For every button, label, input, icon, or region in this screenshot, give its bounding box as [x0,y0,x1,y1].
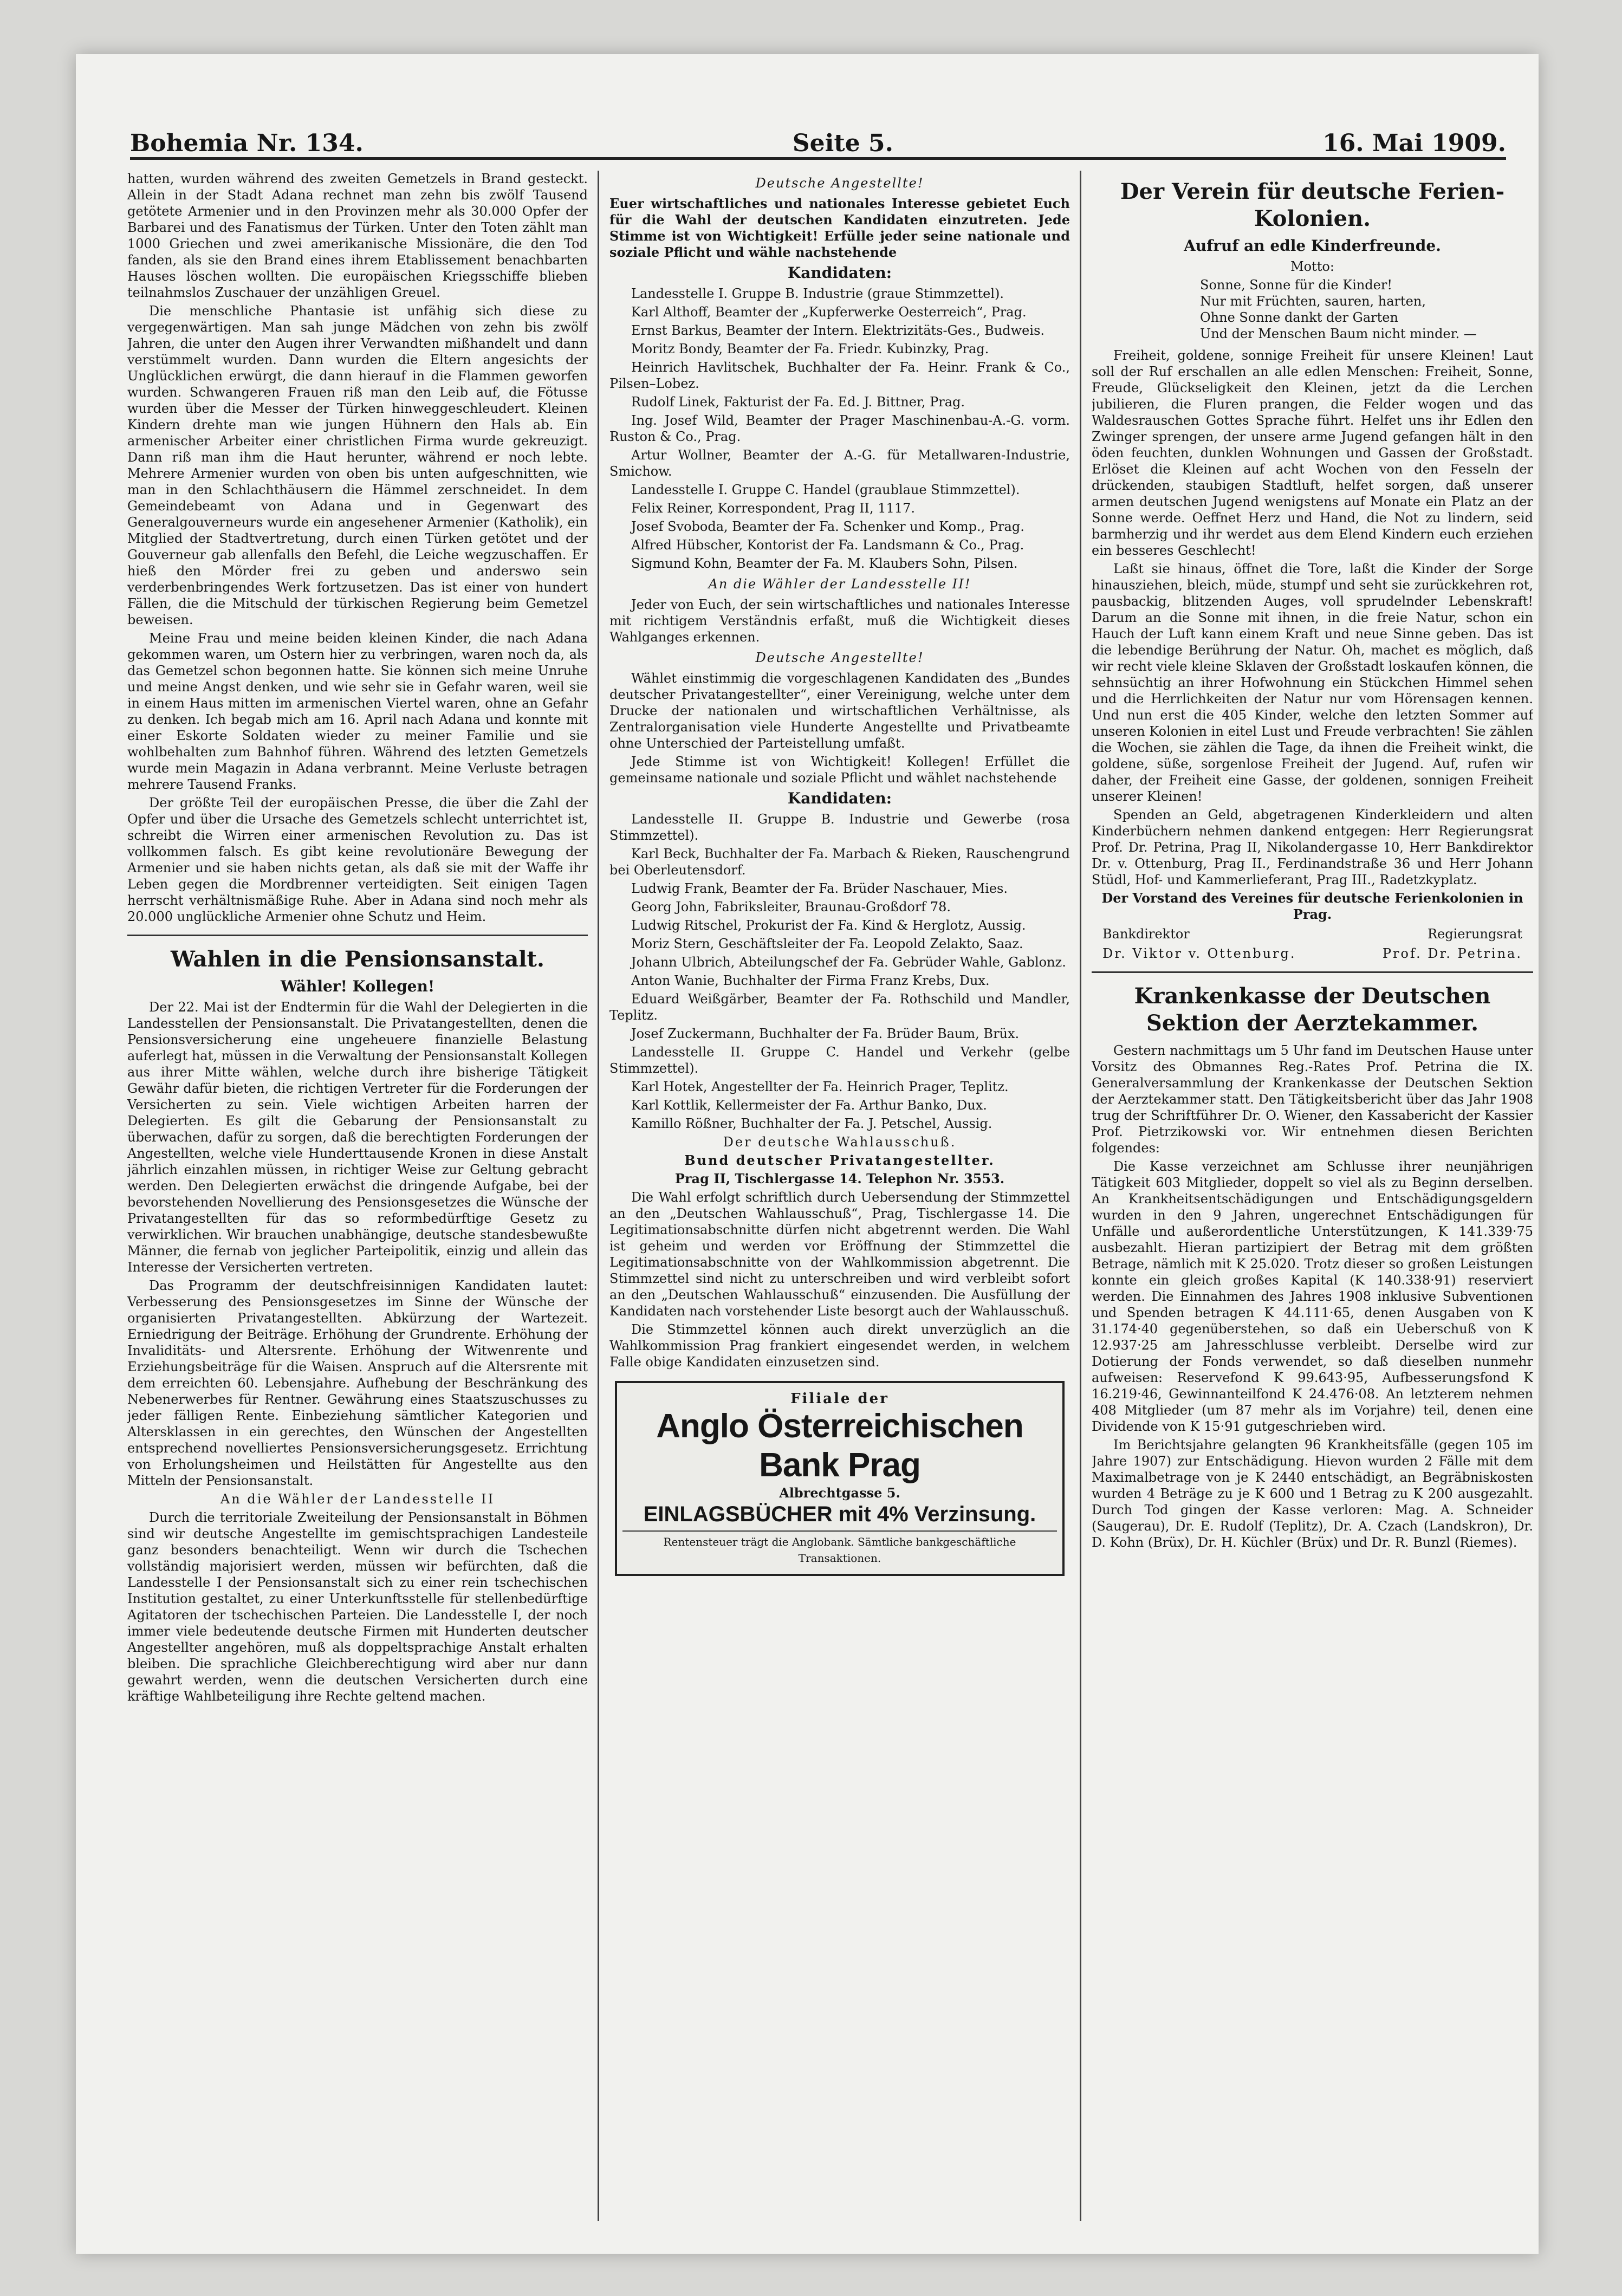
signature-title-left: Bankdirektor [1102,926,1190,942]
header-page-number: Seite 5. [792,129,893,157]
article-paragraph: Die Stimmzettel können auch direkt unverzüglich an die Wahlkommission Prag frankiert eingesendet werden, in welchem Falle obige Kandidaten einzusetzen sind. [609,1322,1070,1370]
newspaper-page [76,54,1539,2254]
article-paragraph: Der größte Teil der europäischen Presse, die über die Zahl der Opfer und über die Ursache des Gemetzels schlecht unterrichtet ist, schreibt die Wirren einer armenischen Revolution zu. Das ist vollkommen falsch. Es gibt keine revolutionäre Bewegung der Armenier und sie haben nichts getan, als daß sie mit der Waffe ihr Leben gegen die Mordbrenner verteidigten. Seit einigen Tagen herrscht verhältnismäßige Ruhe. Aber in Adana sind noch mehr als 20.000 unglückliche Armenier ohne Schutz und Heim. [127,795,588,924]
article-paragraph: Meine Frau und meine beiden kleinen Kinder, die nach Adana gekommen waren, um Ostern hier zu verbringen, waren noch da, als das Gemetzel schon begonnen hatte. Sie können sich meine Unruhe und meine Angst denken, und wie sehr sie in Gefahr waren, weil sie in einem Haus mitten im armenischen Viertel waren, ohne an Gefahr zu denken. Ich begab mich am 16. April nach Adana und konnte mit einer Eskorte Soldaten wieder zu meiner Familie und sie wohlbehalten zum Bahnhof führen. Während des letzten Gemetzels wurde mein Magazin in Adana verbrannt. Meine Verluste betragen mehrere Tausend Franks. [127,631,588,792]
article-paragraph: Laßt sie hinaus, öffnet die Tore, laßt die Kinder der Sorge hinausziehen, bleich, müde, stumpf und seht sie zurückkehren rot, pausbackig, blitzenden Auges, voll sprudelnder Lebenskraft! Darum an die Sonne mit ihnen, in die freie Natur, schon ein Hauch der Luft kann einem Kraft und neue Sinne geben. Das ist die lebendige Berührung der Natur. Oh, machet es möglich, daß wir recht viele kleine Sklaven der Großstadt loskaufen können, die sehnsüchtig an ihrer Hofwohnung ein Stückchen Himmel sehen und die Herrlichkeiten der Natur nur vom Hörensagen kennen. Und nun erst die 405 Kinder, welche den letzten Sommer auf unseren Kolonien in eitel Lust und Freude verbrachten! Sie zählen die Wochen, sie zählen die Tage, da ihnen die Freiheit winkt, die goldene, süße, sorgenlose Freiheit der Jugend. Auf, rufen wir daher, der Freiheit eine Gasse, der goldenen, sonnigen Freiheit unserer Kleinen! [1092,561,1533,804]
candidate-item: Heinrich Havlitschek, Buchhalter der Fa. Heinr. Frank & Co., Pilsen–Lobez. [609,360,1070,391]
article-heading: An die Wähler der Landesstelle II [220,1491,495,1507]
section-heading: An die Wähler der Landesstelle II! [708,576,971,592]
candidate-item: Ludwig Ritschel, Prokurist der Fa. Kind & Herglotz, Aussig. [631,918,1026,933]
poem-line: Sonne, Sonne für die Kinder! [1200,277,1392,293]
group-heading: Landesstelle I. Gruppe C. Handel (graublaue Stimmzettel). [631,482,1020,497]
article-paragraph: Die menschliche Phantasie ist unfähig sich diese zu vergegenwärtigen. Man sah junge Mädchen von zehn bis zwölf Jahren, die unter den Augen ihrer Verwandten mißhandelt und dann verstümmelt wurden. Dann wurden die Eltern angesichts der Unglücklichen erwürgt, die dann hierauf in die Flammen geworfen wurden. Schwangeren Frauen riß man den Leib auf, die Fötusse wurden über die Messer der Türken hinweggeschleudert. Kleinen Kindern drehte man wie jungen Hühnern den Hals ab. Ein armenischer Arbeiter einer christlichen Firma wurde gekreuzigt. Dann riß man ihm die Haut herunter, während er noch lebte. Mehrere Armenier wurden von oben bis unten aufgeschnitten, wie man in den Schlachthäusern die Hämmel zerschneidet. In dem Gemeindebeamt von Adana und in Gegenwart des Generalgouverneurs wurde ein angesehener Armenier (Katholik), ein Mitglied der Stadtvertretung, durch einen Türken getötet und der Gouverneur gab allenfalls den Befehl, die Leiche wegzuschaffen. Er hieß den Mörder frei zu geben und anderswo sein verderbenbringendes Werk fortzusetzen. Das ist einer von hundert Fällen, die die Mitschuld der türkischen Regierung beim Gemetzel beweisen. [127,303,588,627]
candidate-item: Ing. Josef Wild, Beamter der Prager Maschinenbau-A.-G. vorm. Ruston & Co., Prag. [609,413,1070,444]
column-2 [609,171,1070,2221]
group-heading: Landesstelle II. Gruppe B. Industrie und Gewerbe (rosa Stimmzettel). [609,812,1070,843]
article-paragraph: Das Programm der deutschfreisinnigen Kandidaten lautet: Verbesserung des Pensionsgesetzes im Sinne der Wünsche der organisierten Privatangestellten. Abkürzung der Wartezeit. Erniedrigung der Beiträge. Erhöhung der Grundrente. Erhöhung der Invaliditäts- und Altersrente. Erhöhung der Witwenrente und Erziehungsbeiträge für die Waisen. Anspruch auf die Altersrente mit dem erreichten 60. Lebensjahre. Aufhebung der Beschränkung des Nebenerwerbes für Rentner. Gewährung eines Staatszuschusses zu jeder fälligen Rente. Einbeziehung sämtlicher Kategorien und Altersklassen in ein gerechtes, den Wünschen der Angestellten entsprechend novelliertes Pensionsversicherungsgesetz. Errichtung von Erholungsheimen und Heilstätten für Angestellte aus den Mitteln der Pensionsanstalt. [127,1278,588,1488]
signature-names [1102,945,1522,962]
committee-name: Der deutsche Wahlausschuß. [723,1134,957,1150]
candidate-item: Felix Reiner, Korrespondent, Prag II, 1117. [631,501,916,516]
article-title-krankenkasse: Krankenkasse der Deutschen Sektion der Aerztekammer. [1134,983,1491,1036]
column-divider [598,171,599,2221]
bank-advertisement [615,1381,1065,1576]
signature-titles [1102,926,1522,942]
board-signature: Der Vorstand des Vereines für deutsche Ferienkolonien in Prag. [1101,890,1523,922]
ad-line-footer: Rentensteuer trägt die Anglobank. Sämtliche bankgeschäftliche Transaktionen. [622,1530,1057,1566]
committee-address: Prag II, Tischlergasse 14. Telephon Nr. 3553. [674,1171,1005,1186]
candidate-item: Artur Wollner, Beamter der A.-G. für Metallwaren-Industrie, Smichow. [609,447,1070,479]
article-subtitle-pension: Wähler! Kollegen! [280,977,435,995]
ad-line-address: Albrechtgasse 5. [779,1485,900,1501]
columns [127,171,1533,2221]
poem-line: Und der Menschen Baum nicht minder. — [1200,326,1477,341]
candidate-item: Karl Althoff, Beamter der „Kupferwerke Oesterreich“, Prag. [631,304,1027,320]
article-paragraph: hatten, wurden während des zweiten Gemetzels in Brand gesteckt. Allein in der Stadt Adana rechnet man zehn bis zwölf Tausend getötete Armenier und in den Provinzen mehr als 30.000 Opfer der Barbarei und des Fanatismus der Türken. Unter den Toten zählt man 1000 Griechen und zwei amerikanische Missionäre, die den Tod fanden, als sie den Brand eines ihrem Etablissement benachbarten Hauses löschen wollten. Die europäischen Kriegsschiffe blieben teilnahmslos Zuschauer der unzähligen Greuel. [127,171,588,300]
article-paragraph: Gestern nachmittags um 5 Uhr fand im Deutschen Hause unter Vorsitz des Obmannes Reg.-Rates Prof. Petrina die IX. Generalversammlung der Krankenkasse der Deutschen Sektion der Aerztekammer statt. Den Tätigkeitsbericht über das Jahr 1908 trug der Schriftführer Dr. O. Wiener, den Kassabericht der Kassier Prof. Pietrzikowski vor. Wir entnehmen diesen Berichten folgendes: [1092,1043,1533,1156]
article-paragraph: Wählet einstimmig die vorgeschlagenen Kandidaten des „Bundes deutscher Privatangestellter“, einer Vereinigung, welche unter dem Drucke der nationalen und wirtschaftlichen Verhältnisse, als Zentralorganisation viele Hunderte Angestellte und Privatbeamte ohne Unterschied der Parteistellung umfaßt. [609,671,1070,751]
article-title-pension: Wahlen in die Pensionsanstalt. [171,946,544,972]
ad-line-offer: EINLAGSBÜCHER mit 4% Verzinsung. [643,1502,1036,1526]
article-paragraph: Jede Stimme ist von Wichtigkeit! Kollegen! Erfüllet die gemeinsame nationale und soziale Pflicht und wählet nachstehende [609,754,1070,786]
motto-label: Motto: [1290,259,1334,274]
column-1 [127,171,588,2221]
candidate-item: Josef Svoboda, Beamter der Fa. Schenker und Komp., Prag. [631,519,1024,534]
candidate-item: Ludwig Frank, Beamter der Fa. Brüder Naschauer, Mies. [631,881,1008,896]
group-heading: Landesstelle I. Gruppe B. Industrie (graue Stimmzettel). [631,286,1004,301]
candidate-item: Georg John, Fabriksleiter, Braunau-Großdorf 78. [631,899,951,914]
article-paragraph: Die Wahl erfolgt schriftlich durch Uebersendung der Stimmzettel an den „Deutschen Wahlausschuß“, Prag, Tischlergasse 14. Die Legitimationsabschnitte dürfen nicht abgetrennt werden. Die Wahl ist geheim und werden vor Eröffnung der Stimmzettel die Legitimationsabschnitte von der Wahlkommission abgetrennt. Die Stimmzettel sind nicht zu unterschreiben und wird verbleibt sofort an den „Deutschen Wahlausschuß“ einzusenden. Die Ausfüllung der Kandidaten nach vorstehender Liste besorgt auch der Wahlausschuß. [609,1190,1070,1319]
candidate-item: Rudolf Linek, Fakturist der Fa. Ed. J. Bittner, Prag. [631,394,965,410]
intro-paragraph: Euer wirtschaftliches und nationales Interesse gebietet Euch für die Wahl der deutschen Kandidaten einzutreten. Jede Stimme ist von Wichtigkeit! Erfülle jeder seine nationale und soziale Pflicht und wähle nachstehende [609,196,1070,260]
column-divider [1080,171,1081,2221]
poem-line: Nur mit Früchten, sauren, harten, [1200,294,1426,309]
committee-org: Bund deutscher Privatangestellter. [684,1152,995,1168]
article-separator [127,935,588,936]
column-3 [1092,171,1533,2221]
candidate-item: Moriz Stern, Geschäftsleiter der Fa. Leopold Zelakto, Saaz. [631,936,1023,951]
candidate-item: Alfred Hübscher, Kontorist der Fa. Landsmann & Co., Prag. [631,537,1024,553]
ad-line-branch: Filiale der [790,1391,889,1407]
ad-line-bank-name: Anglo Österreichischen Bank Prag [656,1408,1023,1484]
article-paragraph: Die Kasse verzeichnet am Schlusse ihrer neunjährigen Tätigkeit 603 Mitglieder, doppelt so viel als zu Beginn derselben. An Krankheitsentschädigungen und Entschädigungsgeldern wurden in den 9 Jahren, ungerechnet Entschädigungen für Unfälle und außerordentliche Unterstützungen, K 141.339·75 ausbezahlt. Hieran partizipiert der Betrag mit dem größten Betrage, nämlich mit K 25.020. Trotz dieser so großen Leistungen konnte ein gleich großes Kapital (K 140.338·91) reserviert werden. Die Einnahmen des Jahres 1908 inklusive Subventionen und Spenden betragen K 44.111·65, denen Ausgaben von K 31.174·40 gegenüberstehen, so daß ein Ueberschuß von K 12.937·25 am Jahresschlusse verbleibt. Derselbe wird zur Dotierung der Fonds verwendet, so daß dieselben nunmehr aufweisen: Reservefond K 99.643·95, Aufbesserungsfond K 16.219·46, Gewinnanteilfond K 24.476·08. An letzterem nehmen 408 Mitglieder (um 87 mehr als im Vorjahre) teil, denen eine Dividende von K 15·91 gutgeschrieben wird. [1092,1159,1533,1434]
candidate-item: Anton Wanie, Buchhalter der Firma Franz Krebs, Dux. [631,973,990,988]
article-title-ferien: Der Verein für deutsche Ferien-Kolonien. [1120,179,1505,231]
candidate-item: Eduard Weißgärber, Beamter der Fa. Rothschild und Mandler, Teplitz. [609,991,1070,1023]
candidate-item: Karl Beck, Buchhalter der Fa. Marbach & Rieken, Rauschengrund bei Oberleutensdorf. [609,846,1070,878]
signature-name-right: Prof. Dr. Petrina. [1382,946,1522,961]
candidate-item: Sigmund Kohn, Beamter der Fa. M. Klaubers Sohn, Pilsen. [631,556,1018,571]
article-paragraph: Im Berichtsjahre gelangten 96 Krankheitsfälle (gegen 105 im Jahre 1907) zur Entschädigung. Hievon wurden 2 Fälle mit dem Maximalbetrage von je K 2440 entschädigt, an Begräbniskosten wurden 4 Beträge zu je K 600 und 1 Betrag zu K 200 ausgezahlt. Durch Tod gingen der Kasse verloren: Mag. A. Schneider (Saugerau), Dr. E. Rudolf (Teplitz), Dr. A. Czach (Landskron), Dr. D. Kohn (Brüx), Dr. H. Küchler (Brüx) und Dr. R. Bunzl (Riemes). [1092,1437,1533,1550]
article-paragraph: Spenden an Geld, abgetragenen Kinderkleidern und alten Kinderbüchern nehmen dankend entgegen: Herr Regierungsrat Prof. Dr. Petrina, Prag II, Nikolandergasse 10, Herr Bankdirektor Dr. v. Ottenburg, Prag II., Ferdinandstraße 36 und Herr Johann Stüdl, Hof- und Kammerlieferant, Prag III., Radetzkyplatz. [1092,807,1533,887]
candidate-item: Karl Hotek, Angestellter der Fa. Heinrich Prager, Teplitz. [631,1079,1009,1094]
header-date: 16. Mai 1909. [1322,129,1506,157]
article-paragraph: Freiheit, goldene, sonnige Freiheit für unsere Kleinen! Laut soll der Ruf erschallen an alle edlen Menschen: Freiheit, Sonne, Freude, Glückseligkeit den Kleinen, jetzt da die Lerchen jubilieren, die Fluren prangen, die Felder wogen und das Waldesrauschen Gottes Sprache führt. Helfet uns ihr Edlen den Zwinger sprengen, der unsere arme Jugend gefangen hält in den öden feuchten, dunklen Wohnungen und Gassen der Großstadt. Erlöset die Kleinen auf acht Wochen von den Fesseln der drückenden, staubigen Stadtluft, helfet sorgen, daß unserer armen deutschen Jugend wenigstens auf Monate ein Platz an der Sonne werde. Oeffnet Herz und Hand, die Not zu lindern, seid barmherzig und ihr werdet aus dem Elend Kindern euch erziehen ein besseres Geschlecht! [1092,348,1533,558]
signature-name-left: Dr. Viktor v. Ottenburg. [1102,946,1296,961]
section-heading: Deutsche Angestellte! [755,176,924,191]
poem-line: Ohne Sonne dankt der Garten [1200,310,1398,325]
header-paper-name: Bohemia Nr. 134. [130,129,364,157]
candidate-item: Kamillo Rößner, Buchhalter der Fa. J. Petschel, Aussig. [631,1116,992,1131]
article-paragraph: Durch die territoriale Zweiteilung der Pensionsanstalt in Böhmen sind wir deutsche Angestellte im gemischtsprachigen Landesteile ganz besonders benachteiligt. Wenn wir durch die Tschechen vollständig majorisiert werden, müssen wir befürchten, daß die Landesstelle I der Pensionsanstalt sich zu einer rein tschechischen Institution gestaltet, zu einer Unterkunftsstelle für stellenbedürftige Agitatoren der tschechischen Parteien. Die Landesstelle I, der noch immer viele bedeutende deutsche Firmen mit Hunderten deutscher Angestellter angehören, muß als doppeltsprachige Anstalt erhalten bleiben. Die sprachliche Gleichberechtigung wird aber nur dann gewahrt werden, wenn die deutschen Versicherten durch eine kräftige Wahlbeteiligung ihre Rechte geltend machen. [127,1510,588,1704]
candidate-item: Moritz Bondy, Beamter der Fa. Friedr. Kubinzky, Prag. [631,341,989,356]
candidates-heading: Kandidaten: [787,789,892,807]
article-separator [1092,971,1533,973]
candidate-item: Karl Kottlik, Kellermeister der Fa. Arthur Banko, Dux. [631,1098,987,1113]
article-paragraph: Der 22. Mai ist der Endtermin für die Wahl der Delegierten in die Landesstellen der Pensionsanstalt. Die Privatangestellten, denen die Pensionsversicherung eine ungeheuere finanzielle Belastung auferlegt hat, müssen in die Verwaltung der Pensionsanstalt Kollegen aus ihrer Mitte wählen, welche durch ihre bisherige Tätigkeit Gewähr dafür bieten, die richtigen Vertreter für die Forderungen der Versicherten zu sein. Viele wichtigen Arbeiten harren der Delegierten. Es gilt die Gebarung der Pensionsanstalt zu überwachen, dafür zu sorgen, daß die berechtigten Forderungen der Angestellten, welche viele Hunderttausende Kronen in diese Anstalt jährlich einzahlen müssen, in richtiger Weise zur Geltung gebracht werden. Den Delegierten erwächst die dringende Aufgabe, bei der bevorstehenden Novellierung des Pensionsgesetzes die Wünsche der Privatangestellten für das so reformbedürftige Gesetz zu verwirklichen. Wir brauchen unabhängige, deutsche standesbewußte Männer, die fernab von jeglicher Parteipolitik, einzig und allein das Interesse der Versicherten vertreten. [127,1000,588,1275]
page-header [130,119,1506,160]
candidate-item: Josef Zuckermann, Buchhalter der Fa. Brüder Baum, Brüx. [631,1026,1020,1041]
candidate-item: Ernst Barkus, Beamter der Intern. Elektrizitäts-Ges., Budweis. [631,323,1045,338]
candidates-heading: Kandidaten: [787,264,892,282]
article-paragraph: Jeder von Euch, der sein wirtschaftliches und nationales Interesse mit richtigem Verständnis erfaßt, muß die Wichtigkeit dieses Wahlganges erkennen. [609,597,1070,645]
section-heading: Deutsche Angestellte! [755,650,924,665]
signature-title-right: Regierungsrat [1427,926,1522,942]
article-subtitle-ferien: Aufruf an edle Kinderfreunde. [1184,237,1441,255]
candidate-item: Johann Ulbrich, Abteilungschef der Fa. Gebrüder Wahle, Gablonz. [631,955,1066,970]
group-heading: Landesstelle II. Gruppe C. Handel und Verkehr (gelbe Stimmzettel). [609,1045,1070,1076]
